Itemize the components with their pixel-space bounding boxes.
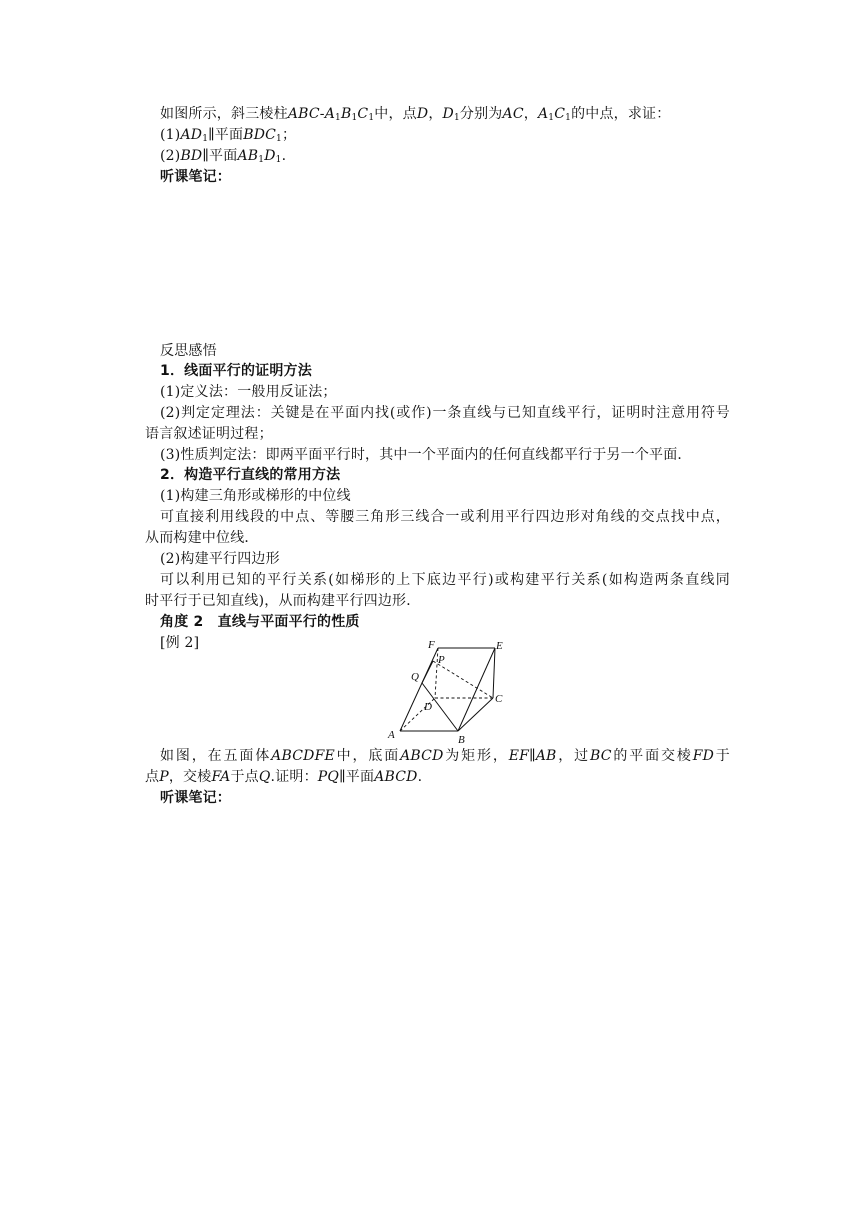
construct-midline-line1: 可直接利用线段的中点、等腰三角形三线合一或利用平行四边形对角线的交点找中点，	[160, 509, 730, 525]
method-definition: (1)定义法：一般用反证法；	[160, 384, 337, 400]
segment-qp	[422, 661, 433, 683]
label-b: B	[458, 734, 465, 746]
label-q: Q	[411, 671, 419, 683]
edge-ec	[493, 648, 495, 698]
construct-parallelogram-title: (2)构建平行四边形	[160, 551, 280, 567]
reflection-title: 反思感悟	[160, 343, 217, 359]
construct-parallelogram-line1: 可以利用已知的平行关系(如梯形的上下底边平行)或构建平行关系(如构造两条直线同	[160, 572, 730, 588]
construct-midline-line2: 从而构建中位线．	[145, 530, 259, 546]
method-property: (3)性质判定法：即两平面平行时，其中一个平面内的任何直线都平行于另一个平面．	[160, 447, 692, 463]
method-theorem-line2: 语言叙述证明过程；	[145, 426, 273, 442]
construct-midline-title: (1)构建三角形或梯形的中位线	[160, 488, 351, 504]
method-theorem-line1: (2)判定定理法：关键是在平面内找(或作)一条直线与已知直线平行，证明时注意用符号	[160, 405, 730, 421]
pentahedron-figure	[378, 636, 518, 746]
angle2-title: 角度 2 直线与平面平行的性质	[160, 614, 360, 630]
label-d: D	[424, 701, 432, 713]
example1-statement: 如图所示，斜三棱柱ABC-$A_1B_1C_1$中，点D，$D_1$分别为AC，$A_1C_1$的中点，求证：	[160, 106, 671, 123]
label-p: P	[438, 654, 445, 666]
example1-part1: $(1)AD_1\parallel$平面$BDC_1$；	[160, 127, 297, 144]
label-f: F	[428, 639, 435, 651]
example2-label: [例 2]	[160, 635, 200, 651]
hidden-segment-pc	[433, 661, 493, 698]
heading-proof-methods: 1．线面平行的证明方法	[160, 363, 312, 379]
notes-label-1: 听课笔记：	[160, 169, 231, 185]
label-e: E	[496, 640, 503, 652]
label-a: A	[388, 729, 395, 741]
notes-label-2: 听课笔记：	[160, 790, 231, 806]
example1-part2: (2)BD∥平面$AB_1D_1$.	[160, 148, 287, 165]
edge-fa	[400, 648, 438, 731]
label-c: C	[495, 693, 503, 705]
construct-parallelogram-line2: 时平行于已知直线)，从而构建平行四边形．	[145, 593, 421, 609]
edge-eb	[458, 648, 495, 731]
edge-bc	[458, 698, 493, 731]
example2-statement-line1: 如图，在五面体ABCDFE中，底面ABCD为矩形，EF∥AB，过BC的平面交棱FD于	[160, 748, 730, 764]
heading-construct-methods: 2．构造平行直线的常用方法	[160, 467, 341, 483]
example2-statement-line2: 点P，交棱FA于点Q.证明：PQ∥平面ABCD.	[145, 769, 423, 785]
